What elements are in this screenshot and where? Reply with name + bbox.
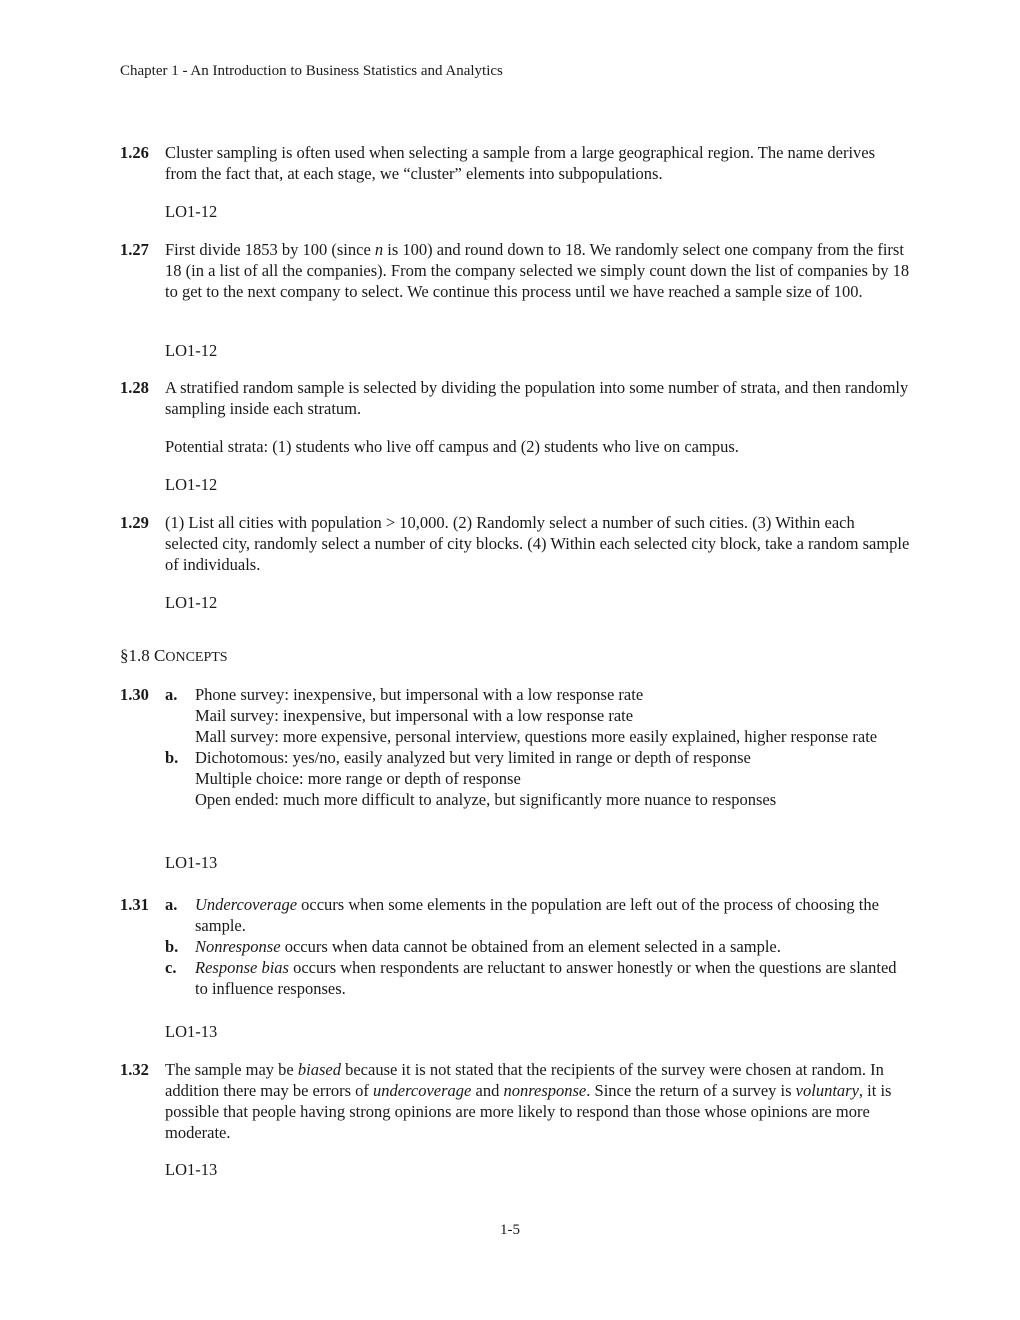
part-a (165, 684, 910, 747)
learning-objective: LO1-13 (165, 1160, 218, 1179)
exercise-text: Cluster sampling is often used when selecting a sample from a large geographical region. The name derives from the fact that, at each stage, we “cluster” elements into subpopulations. (165, 143, 876, 183)
part-letter: b. (165, 937, 179, 956)
term: Nonresponse (195, 937, 281, 956)
part-letter: b. (165, 748, 179, 767)
list-item: Multiple choice: more range or depth of response (195, 769, 521, 788)
section-heading: §1.8 CONCEPTS (120, 646, 228, 665)
list-item: Dichotomous: yes/no, easily analyzed but very limited in range or depth of response (195, 748, 751, 767)
part-letter: a. (165, 685, 178, 704)
part-b: b. Nonresponse occurs when data cannot be obtained from an element selected in a sample. (165, 937, 781, 956)
exercise-text: A stratified random sample is selected by dividing the population into some number of strata, and then randomly sampling inside each stratum. (165, 378, 909, 418)
learning-objective: LO1-12 (165, 341, 218, 360)
part-c: c. Response bias occurs when respondents are reluctant to answer honestly or when the questions are slanted to influence responses. (165, 958, 897, 998)
part-b (165, 747, 910, 810)
variable-n: n (374, 240, 384, 259)
exercise-number: 1.29 (120, 513, 149, 532)
exercise-text-strata: Potential strata: (1) students who live off campus and (2) students who live on campus. (165, 437, 739, 456)
running-header: Chapter 1 - An Introduction to Business Statistics and Analytics (120, 63, 503, 79)
exercise-1-26 (120, 142, 910, 184)
list-item: Mail survey: inexpensive, but impersonal with a low response rate (195, 706, 634, 725)
learning-objective: LO1-12 (165, 593, 218, 612)
learning-objective: LO1-13 (165, 1022, 218, 1041)
part-letter: c. (165, 958, 177, 977)
exercise-number: 1.31 (120, 895, 149, 914)
exercise-number: 1.27 (120, 240, 149, 259)
exercise-number: 1.32 (120, 1060, 149, 1079)
exercise-1-27 (120, 239, 910, 302)
exercise-1-32 (120, 1059, 910, 1143)
exercise-text: The sample may be biased because it is not stated that the recipients of the survey were chosen at random. In addition there may be errors of undercoverage and nonresponse. Since the return of a survey is voluntary, it is possible that people having strong opinions are more likely to respond than those whose opinions are more moderate. (165, 1060, 892, 1142)
list-item: Mall survey: more expensive, personal interview, questions more easily explained, higher response rate (195, 727, 878, 746)
exercise-number: 1.28 (120, 378, 149, 397)
part-letter: a. (165, 895, 178, 914)
exercise-number: 1.26 (120, 143, 149, 162)
list-item: Open ended: much more difficult to analyze, but significantly more nuance to responses (195, 790, 777, 809)
exercise-1-28 (120, 377, 910, 419)
part-a: a. Undercoverage occurs when some elements in the population are left out of the process of choosing the sample. (165, 895, 879, 935)
exercise-text: (1) List all cities with population > 10,000. (2) Randomly select a number of such cities. (3) Within each selected city, randomly select a number of city blocks. (4) Within each selected city block, take a random sample of individuals. (165, 513, 910, 574)
learning-objective: LO1-12 (165, 202, 218, 221)
learning-objective: LO1-13 (165, 853, 218, 872)
term: Response bias (195, 958, 289, 977)
list-item: Phone survey: inexpensive, but impersonal with a low response rate (195, 685, 644, 704)
exercise-number: 1.30 (120, 685, 149, 704)
term: Undercoverage (195, 895, 298, 914)
page-number: 1-5 (500, 1222, 520, 1238)
exercise-1-31 (120, 894, 910, 999)
learning-objective: LO1-12 (165, 475, 218, 494)
exercise-1-30 (120, 684, 910, 810)
exercise-1-29 (120, 512, 910, 575)
exercise-text: First divide 1853 by 100 (since n is 100) and round down to 18. We randomly select one company from the first 18 (in a list of all the companies). From the company selected we simply count down the list of companies by 18 to get to the next company to select. We continue this process until we have reached a sample size of 100. (165, 240, 910, 301)
